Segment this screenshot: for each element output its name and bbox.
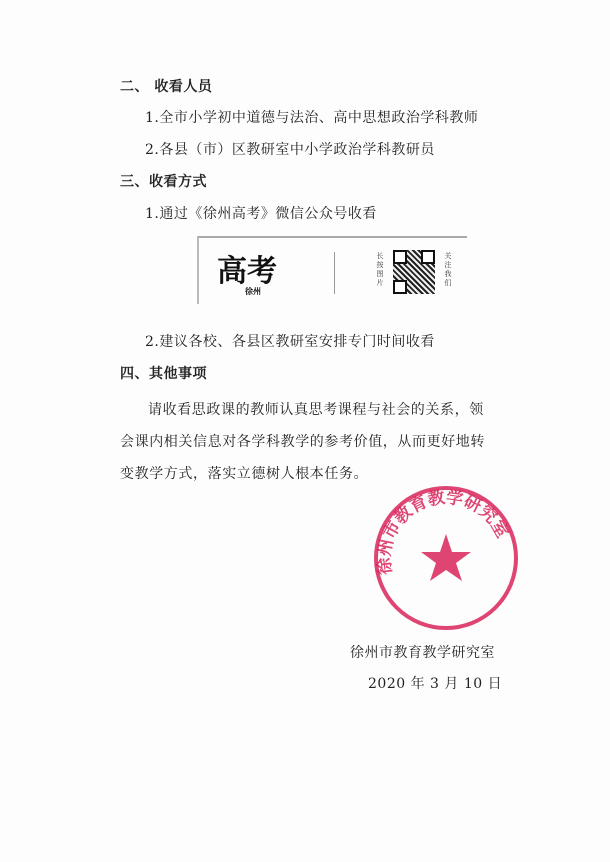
list-item: 2.建议各校、各县区教研室安排专门时间收看	[145, 334, 435, 350]
section-4-title: 四、其他事项	[120, 366, 207, 382]
gaokao-logo: 高考 徐州	[217, 254, 277, 296]
qr-code-icon[interactable]	[393, 250, 435, 294]
section-3-title: 三、收看方式	[120, 174, 207, 190]
list-item: 2.各县（市）区教研室中小学政治学科教研员	[145, 142, 435, 158]
signature-org: 徐州市教育教学研究室	[350, 645, 495, 661]
left-caption: 长按图片	[376, 252, 384, 287]
list-item: 1.通过《徐州高考》微信公众号收看	[145, 206, 377, 222]
right-caption: 关注我们	[444, 252, 452, 287]
section-2-title: 二、 收看人员	[120, 79, 213, 95]
section-4-paragraph: 请收看思政课的教师认真思考课程与社会的关系，领会课内相关信息对各学科教学的参考价值，从而更好地转变教学方式，落实立德树人根本任务。	[120, 402, 485, 482]
wechat-banner	[197, 236, 467, 304]
official-seal	[372, 484, 520, 632]
signature-date: 2020 年 3 月 10 日	[368, 676, 503, 692]
list-item: 1.全市小学初中道德与法治、高中思想政治学科教师	[145, 110, 479, 126]
divider	[334, 252, 335, 294]
svg-text:徐州市教育教学研究室: 徐州市教育教学研究室	[374, 487, 513, 576]
